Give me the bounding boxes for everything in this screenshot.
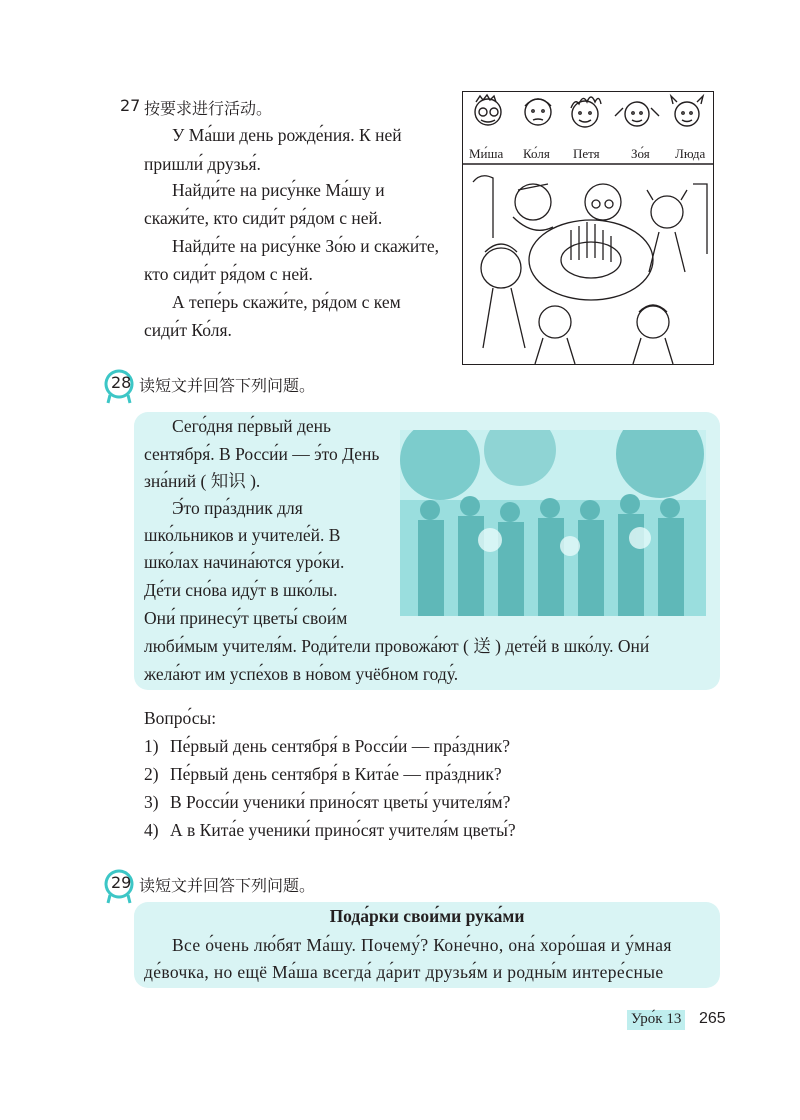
text-line: Сего́дня пе́рвый день	[172, 416, 331, 436]
lesson-label: Уро́к 13	[631, 1011, 682, 1027]
text-line: сиди́т Ко́ля.	[144, 320, 232, 340]
text-line: Найди́те на рису́нке Ма́шу и	[172, 180, 385, 200]
text-line: сентября́. В Росси́и — э́то День	[144, 444, 380, 464]
birthday-party-drawing	[463, 92, 713, 364]
text-line: У Ма́ши день рожде́ния. К ней	[172, 125, 402, 145]
exercise-29-instruction: 读短文并回答下列问题。	[139, 876, 316, 895]
text-line: кто сиди́т ря́дом с ней.	[144, 264, 313, 284]
birthday-illustration	[462, 91, 714, 365]
text-line: жела́ют им успе́хов в но́вом учёбном году́.	[144, 664, 459, 684]
question-text: Пе́рвый день сентября́ в Кита́е — пра́здник?	[170, 764, 502, 784]
crowd-photo	[400, 430, 706, 616]
question-text: В Росси́и ученики́ прино́сят цветы́ учителя́м?	[170, 792, 511, 812]
question-text: А в Кита́е ученики́ прино́сят учителя́м цветы́?	[170, 820, 516, 840]
question-number: 4)	[144, 820, 159, 840]
text-line: люби́мым учителя́м. Роди́тели провожа́ют ( 送 ) дете́й в шко́лу. Они́	[144, 636, 650, 656]
question-number: 1)	[144, 736, 159, 756]
exercise-number-27: 27	[120, 96, 141, 115]
text-line: Все о́чень лю́бят Ма́шу. Почему́? Коне́чно, она́ хоро́шая и у́мная	[172, 935, 672, 955]
name-label-misha: Ми́ша	[469, 146, 504, 161]
text-line: пришли́ друзья́.	[144, 154, 261, 174]
question-text: Пе́рвый день сентября́ в Росси́и — пра́здник?	[170, 736, 510, 756]
page-number: 265	[699, 1010, 726, 1027]
name-label-petya: Петя	[573, 146, 600, 161]
knowledge-day-photo	[400, 430, 706, 616]
text-line: А тепе́рь скажи́те, ря́дом с кем	[172, 292, 401, 312]
text-line: Э́то пра́здник для	[172, 498, 303, 518]
questions-title: Вопро́сы:	[144, 708, 217, 728]
text-line: шко́льников и учителе́й. В	[144, 525, 341, 545]
exercise-28-instruction: 读短文并回答下列问题。	[139, 376, 316, 395]
text-line: Де́ти сно́ва иду́т в шко́лы.	[144, 580, 338, 600]
text-line: де́вочка, но ещё Ма́ша всегда́ да́рит друзья́м и родны́м интере́сные	[144, 962, 664, 982]
question-number: 2)	[144, 764, 159, 784]
text-line: скажи́те, кто сиди́т ря́дом с ней.	[144, 208, 383, 228]
text-line: зна́ний ( 知识 ).	[144, 471, 261, 491]
text-title: Пода́рки свои́ми рука́ми	[329, 906, 525, 926]
text-line: Они́ принесу́т цветы́ свои́м	[144, 608, 348, 628]
name-label-kolya: Ко́ля	[523, 146, 550, 161]
exercise-number-28: 28	[111, 373, 132, 392]
text-line: Найди́те на рису́нке Зо́ю и скажи́те,	[172, 236, 440, 256]
exercise-number-29: 29	[111, 873, 132, 892]
question-number: 3)	[144, 792, 159, 812]
name-label-lyuda: Люда	[675, 146, 706, 161]
exercise-27-instruction: 按要求进行活动。	[144, 99, 273, 118]
text-line: шко́лах начина́ются уро́ки.	[144, 552, 345, 572]
name-label-zoya: Зо́я	[631, 146, 650, 161]
